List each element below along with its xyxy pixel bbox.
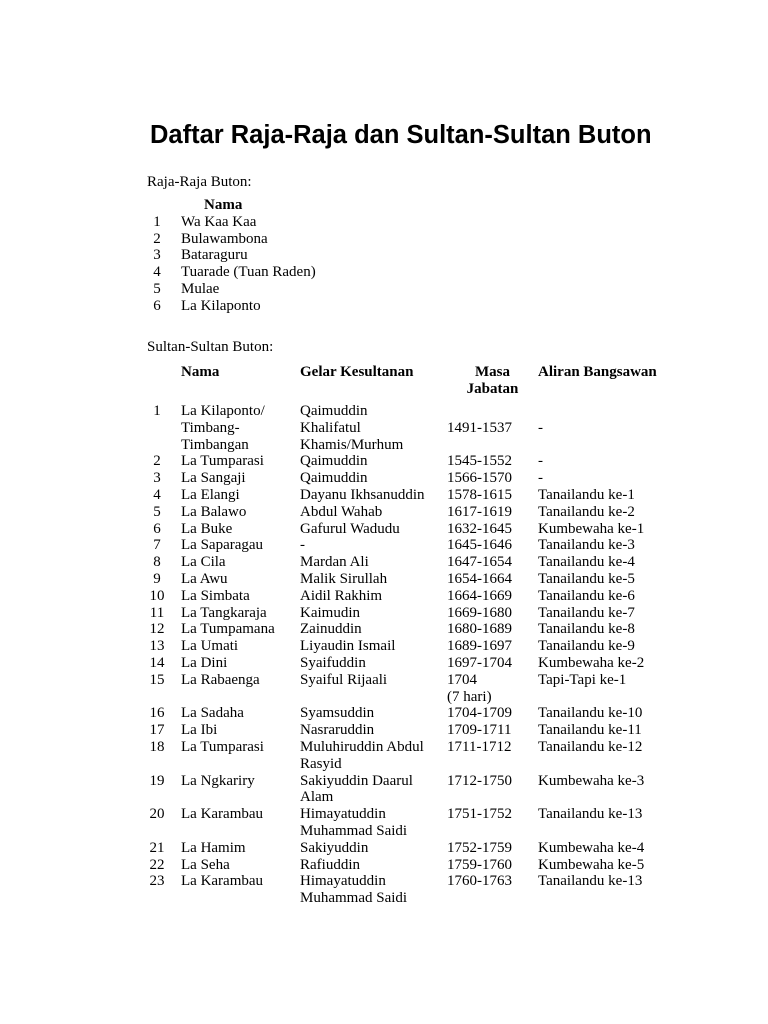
sultan-row [147, 521, 678, 538]
raja-row-name: Wa Kaa Kaa [181, 213, 257, 230]
sultan-row-gelar-line: Muhammad Saidi [300, 890, 408, 907]
sultan-row-masa-line: 1645-1646 [447, 537, 512, 554]
sultan-row-nama [167, 621, 300, 638]
sultan-table-header [147, 364, 678, 403]
sultan-header-aliran: Aliran Bangsawan [538, 364, 657, 380]
raja-row-name: Bataraguru [181, 247, 248, 264]
sultan-row-nama-line: La Ngkariry [181, 772, 255, 789]
sultan-row-nama [167, 655, 300, 672]
sultan-row-aliran: - [538, 470, 543, 487]
sultan-row-aliran: Kumbewaha ke-5 [538, 856, 645, 873]
sultan-row-masa-line: 1759-1760 [447, 856, 512, 873]
sultan-row-nama [167, 403, 300, 453]
sultan-row-gelar [300, 554, 447, 571]
sultan-row-masa-line: 1760-1763 [447, 873, 512, 890]
sultan-row-masa-line: 1654-1664 [447, 570, 512, 587]
sultan-row-masa-line: 1566-1570 [447, 470, 512, 487]
sultan-row-aliran: Kumbewaha ke-4 [538, 839, 645, 856]
sultan-row-gelar-line: Kaimudin [300, 604, 360, 621]
sultan-row-masa [447, 773, 538, 807]
sultan-row-gelar-line: Rasyid [300, 755, 342, 772]
sultan-row-gelar [300, 722, 447, 739]
sultan-row-masa [447, 605, 538, 622]
sultan-row-masa [447, 537, 538, 554]
sultan-row-masa-line: 1545-1552 [447, 453, 512, 470]
sultan-row-gelar-line: Muluhiruddin Abdul [300, 738, 424, 755]
sultan-row-nama-line: La Balawo [181, 503, 247, 520]
sultan-row-masa [447, 672, 538, 706]
sultan-header-masa [447, 364, 538, 403]
sultan-row-masa [447, 655, 538, 672]
raja-row [147, 247, 357, 264]
sultan-row-masa [447, 873, 538, 907]
sultan-row-gelar [300, 857, 447, 874]
sultan-row-number: 3 [153, 470, 161, 487]
raja-row [147, 264, 357, 281]
sultan-row-nama-line: La Tumparasi [181, 453, 264, 470]
sultan-row-nama [167, 722, 300, 739]
sultan-row-nama-line: La Tangkaraja [181, 604, 267, 621]
sultan-row-gelar [300, 672, 447, 706]
raja-row-number: 3 [153, 247, 161, 264]
sultan-row-gelar-line: Qaimuddin [300, 403, 368, 419]
sultan-row [147, 588, 678, 605]
sultan-row-gelar [300, 504, 447, 521]
sultan-row-masa [447, 453, 538, 470]
sultan-row-gelar-line: Nasraruddin [300, 722, 375, 739]
sultan-row-masa-line: 1712-1750 [447, 772, 512, 789]
sultan-row-masa-line: (7 hari) [447, 688, 492, 705]
sultan-row-nama-line: La Kilaponto/ [181, 403, 265, 419]
sultan-row-gelar-line: Gafurul Wadudu [300, 520, 400, 537]
raja-row-number: 2 [153, 230, 161, 247]
sultan-row-masa [447, 588, 538, 605]
sultan-row-gelar [300, 487, 447, 504]
sultan-row-number: 10 [149, 587, 165, 604]
sultan-row-gelar-line: Zainuddin [300, 621, 362, 638]
sultan-row-gelar-line: Syamsuddin [300, 705, 375, 722]
sultan-row-aliran: Tanailandu ke-11 [538, 722, 642, 739]
sultan-row-number: 15 [149, 671, 165, 688]
sultan-row-number: 2 [153, 453, 161, 470]
sultan-row-masa [447, 638, 538, 655]
sultan-row-aliran: Tanailandu ke-13 [538, 873, 643, 890]
raja-table-header [147, 197, 357, 214]
sultan-row-gelar-line: Himayatuddin [300, 873, 386, 890]
sultan-row-gelar-line: Muhammad Saidi [300, 822, 408, 839]
sultan-header-nama: Nama [181, 364, 220, 380]
sultan-row-gelar [300, 621, 447, 638]
sultan-row [147, 705, 678, 722]
raja-table-body [147, 214, 357, 315]
sultan-row-nama [167, 773, 300, 807]
sultan-row-aliran: Tanailandu ke-9 [538, 638, 635, 655]
sultan-row-masa-line: 1647-1654 [447, 554, 512, 571]
sultan-row-nama-line: La Karambau [181, 873, 264, 890]
sultan-row-gelar [300, 537, 447, 554]
sultan-row-number: 18 [149, 738, 165, 755]
sultan-row-nama-line: La Dini [181, 654, 228, 671]
sultan-row-aliran: Tanailandu ke-13 [538, 806, 643, 823]
sultan-row-number: 8 [153, 554, 161, 571]
sultan-row-nama [167, 605, 300, 622]
sultan-row-masa-line: 1704-1709 [447, 705, 512, 722]
sultan-row-number: 6 [153, 520, 161, 537]
sultan-row-masa [447, 571, 538, 588]
raja-row [147, 214, 357, 231]
sultan-row-gelar [300, 638, 447, 655]
sultan-row-gelar-line: Aidil Rakhim [300, 587, 383, 604]
sultan-row-number: 21 [149, 839, 165, 856]
sultan-header-gelar: Gelar Kesultanan [300, 364, 414, 380]
sultan-row-number: 16 [149, 705, 165, 722]
sultan-row-aliran: Tanailandu ke-12 [538, 738, 643, 755]
sultan-row-nama [167, 588, 300, 605]
sultan-row-nama-line: La Cila [181, 554, 226, 571]
sultan-row-nama-line: La Karambau [181, 806, 264, 823]
sultan-row-nama-line: La Simbata [181, 587, 250, 604]
sultan-row-masa-line: 1680-1689 [447, 621, 512, 638]
sultan-row-number: 22 [149, 856, 165, 873]
sultan-row [147, 655, 678, 672]
sultan-row [147, 571, 678, 588]
sultan-row-number: 14 [149, 654, 165, 671]
sultan-row-gelar-line: Khamis/Murhum [300, 436, 404, 453]
raja-row-name: La Kilaponto [181, 297, 261, 314]
raja-row-number: 5 [153, 280, 161, 297]
raja-row-number: 4 [153, 264, 161, 281]
sultan-row [147, 806, 678, 840]
sultan-row-gelar [300, 739, 447, 773]
sultan-row [147, 554, 678, 571]
sultan-row-masa-line: 1491-1537 [447, 419, 512, 436]
sultan-row-gelar [300, 521, 447, 538]
sultan-row-nama [167, 470, 300, 487]
sultan-row-nama [167, 840, 300, 857]
sultan-row-aliran: Kumbewaha ke-3 [538, 772, 645, 789]
raja-row-number: 6 [153, 297, 161, 314]
sultan-row-gelar [300, 705, 447, 722]
sultan-row-nama [167, 571, 300, 588]
sultan-row-gelar [300, 453, 447, 470]
raja-table [147, 197, 357, 315]
sultan-row [147, 873, 678, 907]
sultan-row-masa-line: 1669-1680 [447, 604, 512, 621]
sultan-row-masa-line: 1617-1619 [447, 503, 512, 520]
sultan-row-masa-line: 1752-1759 [447, 839, 512, 856]
sultan-row-aliran: - [538, 453, 543, 470]
sultan-row-masa-line: 1664-1669 [447, 587, 512, 604]
sultan-row-nama-line: La Umati [181, 638, 239, 655]
sultan-row-gelar-line: - [300, 537, 305, 554]
sultan-row [147, 773, 678, 807]
sultan-row-nama-line: La Rabaenga [181, 671, 260, 688]
sultan-row-masa-line: 1751-1752 [447, 806, 512, 823]
sultan-row-gelar-line: Mardan Ali [300, 554, 369, 571]
sultan-row-gelar [300, 605, 447, 622]
sultan-table-body [147, 403, 678, 907]
sultan-row [147, 840, 678, 857]
sultan-row-aliran: Tapi-Tapi ke-1 [538, 671, 627, 688]
sultan-row [147, 621, 678, 638]
sultan-row-masa [447, 521, 538, 538]
sultan-row-gelar-line: Alam [300, 789, 334, 806]
sultan-row-nama [167, 806, 300, 840]
sultan-row-aliran: Tanailandu ke-4 [538, 554, 635, 571]
sultan-row-gelar-line: Rafiuddin [300, 856, 360, 873]
sultan-row-number: 12 [149, 621, 165, 638]
sultan-row-gelar [300, 655, 447, 672]
sultan-row-gelar-line: Malik Sirullah [300, 570, 388, 587]
sultan-row-masa [447, 840, 538, 857]
sultan-row [147, 605, 678, 622]
sultan-header-masa-line1: Masa [475, 364, 510, 380]
sultan-row-masa [447, 554, 538, 571]
sultan-row-number: 4 [153, 486, 161, 503]
sultan-row-gelar-line: Syaifuddin [300, 654, 366, 671]
sultan-row-aliran: - [538, 419, 543, 436]
sultan-row-nama-line: Timbang- [181, 419, 240, 436]
sultan-row-number: 13 [149, 638, 165, 655]
sultan-row-masa-line: 1578-1615 [447, 486, 512, 503]
sultan-row-nama [167, 504, 300, 521]
sultan-row-nama-line: La Buke [181, 520, 233, 537]
sultan-row-gelar-line: Sakiyuddin Daarul [300, 772, 413, 789]
sultan-row-nama [167, 453, 300, 470]
sultan-row-number: 17 [149, 722, 165, 739]
sultan-row [147, 722, 678, 739]
sultan-row-aliran: Tanailandu ke-1 [538, 486, 635, 503]
sultan-row [147, 537, 678, 554]
sultan-row [147, 453, 678, 470]
page-title: Daftar Raja-Raja dan Sultan-Sultan Buton [150, 121, 652, 149]
sultan-row-aliran: Kumbewaha ke-2 [538, 654, 645, 671]
sultan-row-aliran: Tanailandu ke-7 [538, 604, 635, 621]
sultan-row-aliran: Kumbewaha ke-1 [538, 520, 645, 537]
sultan-row-nama-line: La Awu [181, 570, 228, 587]
sultan-row-number: 7 [153, 537, 161, 554]
sultan-row-masa [447, 722, 538, 739]
sultan-row-nama-line: La Saparagau [181, 537, 264, 554]
raja-row [147, 298, 357, 315]
sultan-row-aliran: Tanailandu ke-8 [538, 621, 635, 638]
sultan-row [147, 504, 678, 521]
raja-row-name: Mulae [181, 280, 220, 297]
sultan-row-gelar [300, 840, 447, 857]
sultan-row-gelar-line: Qaimuddin [300, 470, 368, 487]
sultan-row-nama-line: La Sangaji [181, 470, 246, 487]
sultan-row-nama [167, 537, 300, 554]
sultan-row-nama-line: La Tumparasi [181, 738, 264, 755]
sultan-row-number: 20 [149, 806, 165, 823]
sultan-row-nama [167, 672, 300, 706]
sultan-row [147, 487, 678, 504]
raja-header-name: Nama [204, 197, 243, 213]
sultan-row-gelar-line: Liyaudin Ismail [300, 638, 396, 655]
sultan-row-aliran: Tanailandu ke-3 [538, 537, 635, 554]
sultan-row-number: 19 [149, 772, 165, 789]
sultan-row-masa [447, 705, 538, 722]
sultan-row-aliran: Tanailandu ke-2 [538, 503, 635, 520]
sultan-row-masa [447, 621, 538, 638]
sultan-row [147, 857, 678, 874]
sultan-row-gelar-line: Syaiful Rijaali [300, 671, 388, 688]
sultan-row-gelar-line: Sakiyuddin [300, 839, 369, 856]
sultan-row-gelar-line: Abdul Wahab [300, 503, 383, 520]
sultan-row-masa [447, 487, 538, 504]
sultan-section-caption: Sultan-Sultan Buton: [147, 339, 274, 355]
sultan-row-masa-line: 1704 [447, 671, 477, 688]
sultan-row [147, 403, 678, 453]
sultan-row-masa-line: 1689-1697 [447, 638, 512, 655]
sultan-row-masa [447, 739, 538, 773]
sultan-row-nama [167, 857, 300, 874]
sultan-row-masa [447, 504, 538, 521]
sultan-row-masa [447, 806, 538, 840]
sultan-row [147, 672, 678, 706]
sultan-row-gelar [300, 588, 447, 605]
raja-row-number: 1 [153, 213, 161, 230]
sultan-row-nama-line: La Seha [181, 856, 230, 873]
sultan-row-nama [167, 521, 300, 538]
raja-row [147, 231, 357, 248]
sultan-row-nama-line: Timbangan [181, 436, 249, 453]
sultan-row-nama-line: La Tumpamana [181, 621, 275, 638]
raja-row [147, 281, 357, 298]
sultan-row-nama [167, 638, 300, 655]
sultan-row [147, 470, 678, 487]
sultan-row [147, 638, 678, 655]
sultan-row-nama [167, 487, 300, 504]
sultan-row-masa-line: 1632-1645 [447, 520, 512, 537]
sultan-row [147, 739, 678, 773]
sultan-row-gelar [300, 873, 447, 907]
sultan-row-gelar-line: Himayatuddin [300, 806, 386, 823]
sultan-row-nama-line: La Elangi [181, 486, 240, 503]
sultan-row-gelar [300, 470, 447, 487]
sultan-row-nama-line: La Ibi [181, 722, 218, 739]
sultan-row-masa [447, 857, 538, 874]
sultan-row-nama [167, 705, 300, 722]
sultan-row-masa [447, 403, 538, 453]
sultan-row-nama [167, 554, 300, 571]
sultan-row-gelar-line: Qaimuddin [300, 453, 368, 470]
sultan-header-no [147, 364, 167, 403]
sultan-row-aliran: Tanailandu ke-5 [538, 570, 635, 587]
sultan-header-masa-line2: Jabatan [466, 380, 519, 397]
sultan-row-masa-line: 1709-1711 [447, 722, 512, 739]
sultan-row-number: 11 [149, 604, 165, 621]
sultan-row-nama-line: La Sadaha [181, 705, 244, 722]
raja-row-name: Tuarade (Tuan Raden) [181, 264, 316, 281]
raja-row-name: Bulawambona [181, 230, 268, 247]
sultan-row-gelar [300, 571, 447, 588]
sultan-row-nama [167, 873, 300, 907]
sultan-row-number: 5 [153, 503, 161, 520]
sultan-row-gelar [300, 403, 447, 453]
sultan-row-number: 9 [153, 570, 161, 587]
raja-section-caption: Raja-Raja Buton: [147, 174, 252, 190]
sultan-row-gelar [300, 773, 447, 807]
sultan-row-masa-line: 1711-1712 [447, 738, 512, 755]
sultan-row-gelar-line: Dayanu Ikhsanuddin [300, 486, 425, 503]
sultan-row-nama [167, 739, 300, 773]
sultan-row-number: 23 [149, 873, 165, 890]
sultan-table [147, 364, 678, 907]
sultan-row-aliran: Tanailandu ke-6 [538, 587, 635, 604]
sultan-row-gelar [300, 806, 447, 840]
sultan-row-gelar-line: Khalifatul [300, 419, 361, 436]
sultan-row-number: 1 [153, 403, 161, 419]
sultan-row-masa-line: 1697-1704 [447, 654, 512, 671]
sultan-row-masa [447, 470, 538, 487]
sultan-row-aliran: Tanailandu ke-10 [538, 705, 643, 722]
sultan-row-nama-line: La Hamim [181, 839, 246, 856]
